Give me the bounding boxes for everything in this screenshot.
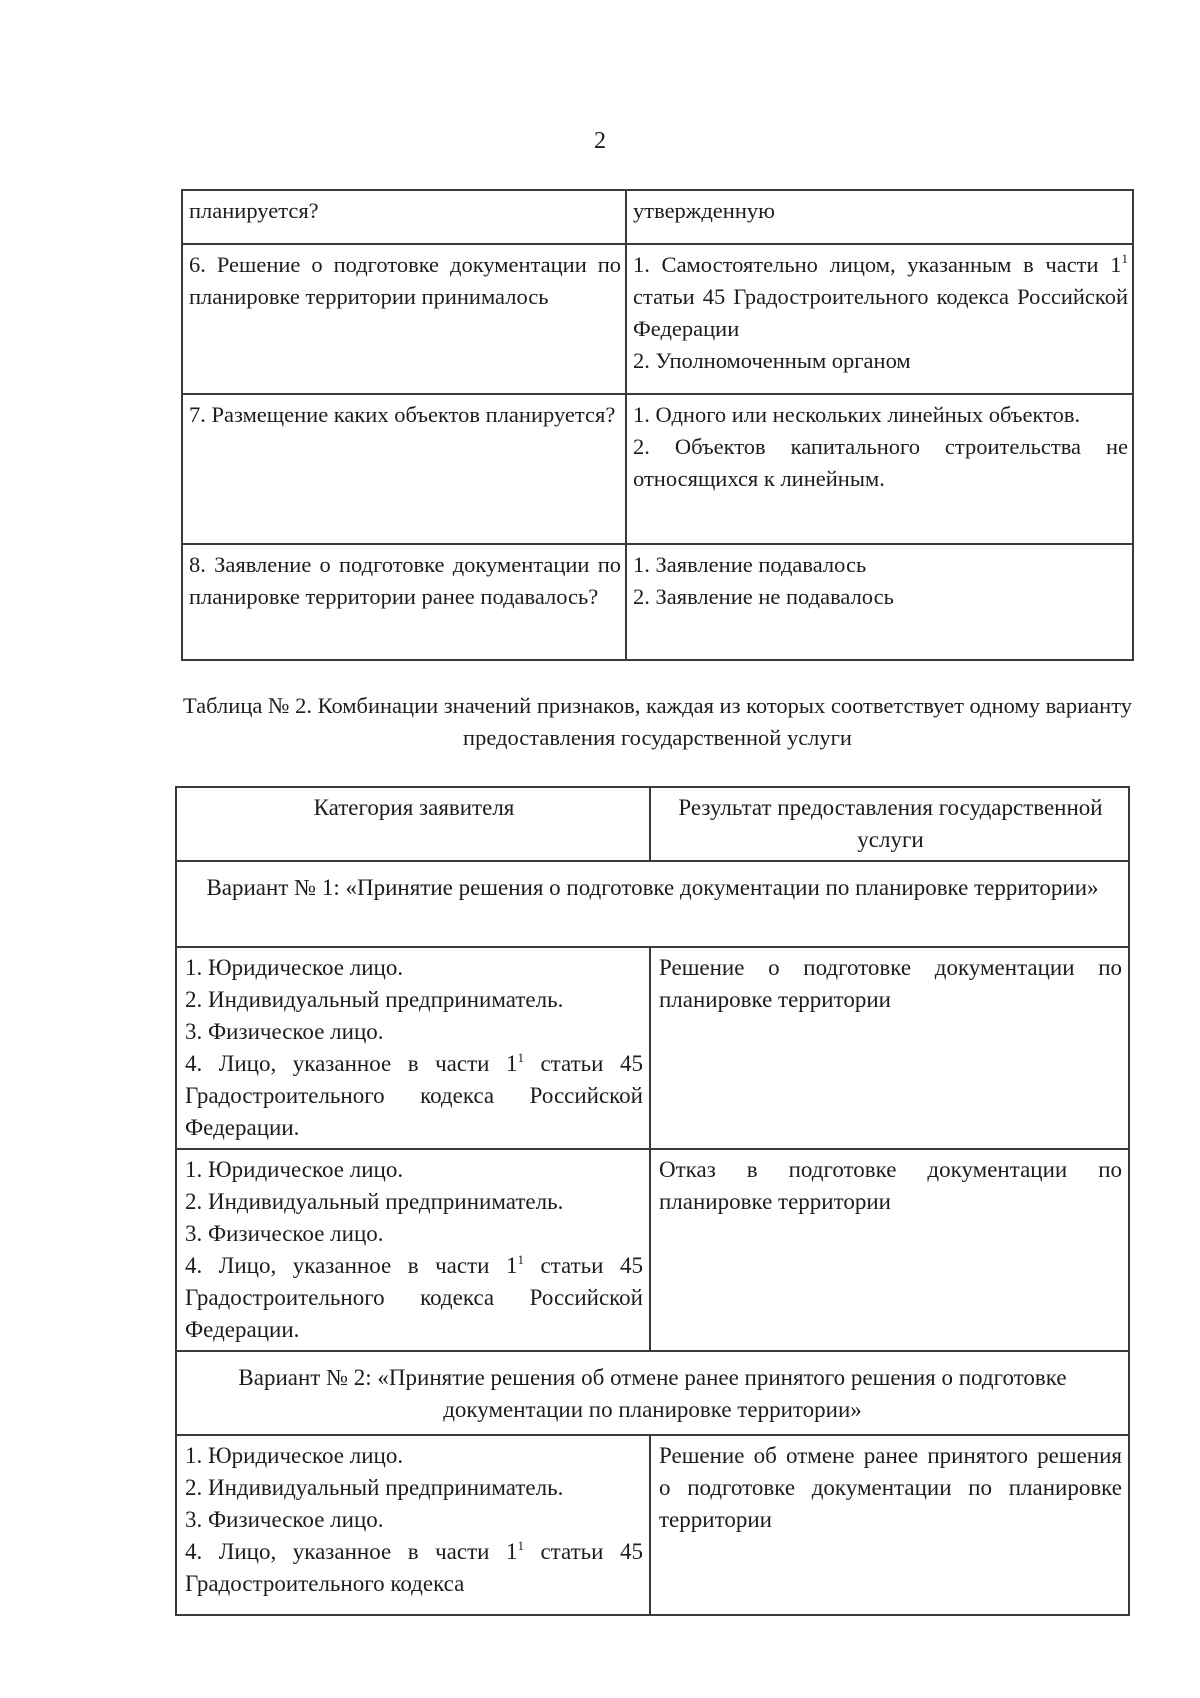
- answer-cell: [626, 190, 1133, 244]
- list-item: 4. Лицо, указанное в части $1^1$ статьи 45 Градостроительного кодекса Российской Федерации.: [185, 1050, 643, 1140]
- header-result: Результат предоставления государственной услуги: [650, 787, 1129, 861]
- table-row: [182, 190, 1133, 244]
- answer-item: 1. Одного или нескольких линейных объектов.: [633, 402, 1081, 427]
- applicant-category-cell: [176, 947, 650, 1149]
- answer-cell: [626, 394, 1133, 544]
- list-item: 2. Индивидуальный предприниматель.: [185, 1475, 564, 1500]
- answer-item: 1. Заявление подавалось: [633, 552, 867, 577]
- applicant-category-cell: [176, 1149, 650, 1351]
- criteria-table: [181, 189, 1134, 661]
- header-category: Категория заявителя: [176, 787, 650, 861]
- answer-item: 1. Самостоятельно лицом, указанным в части $1^1$ статьи 45 Градостроительного кодекса Российской Федерации: [633, 251, 1128, 341]
- page-number: 2: [594, 128, 606, 154]
- variant-2-title: Вариант № 2: «Принятие решения об отмене ранее принятого решения о подготовке документации по планировке территории»: [176, 1351, 1129, 1435]
- variant-row: [176, 1351, 1129, 1435]
- list-item: 2. Индивидуальный предприниматель.: [185, 987, 564, 1012]
- result-cell: Решение о подготовке документации по планировке территории: [650, 947, 1129, 1149]
- list-item: 2. Индивидуальный предприниматель.: [185, 1189, 564, 1214]
- list-item: 1. Юридическое лицо.: [185, 1157, 404, 1182]
- list-item: 3. Физическое лицо.: [185, 1507, 384, 1532]
- answer-cell: [626, 544, 1133, 660]
- question-cell: 7. Размещение каких объектов планируется?: [182, 394, 626, 544]
- answer-item: утвержденную: [633, 198, 775, 223]
- table-header-row: [176, 787, 1129, 861]
- table-row: [182, 544, 1133, 660]
- variant-1-title: Вариант № 1: «Принятие решения о подготовке документации по планировке территории»: [176, 861, 1129, 947]
- answer-item: 2. Объектов капитального строительства не относящихся к линейным.: [633, 434, 1128, 491]
- list-item: 1. Юридическое лицо.: [185, 1443, 404, 1468]
- result-cell: Решение об отмене ранее принятого решения о подготовке документации по планировке территории: [650, 1435, 1129, 1615]
- table-row: [176, 947, 1129, 1149]
- result-cell: Отказ в подготовке документации по планировке территории: [650, 1149, 1129, 1351]
- list-item: 3. Физическое лицо.: [185, 1221, 384, 1246]
- table-row: [176, 1435, 1129, 1615]
- table2-caption: Таблица № 2. Комбинации значений признаков, каждая из которых соответствует одному варианту предоставления государственной услуги: [183, 693, 1132, 750]
- question-cell: 8. Заявление о подготовке документации по планировке территории ранее подавалось?: [182, 544, 626, 660]
- answer-item: 2. Уполномоченным органом: [633, 348, 911, 373]
- applicant-category-cell: [176, 1435, 650, 1615]
- answer-cell: [626, 244, 1133, 394]
- list-item: 4. Лицо, указанное в части $1^1$ статьи 45 Градостроительного кодекса Российской Федерации.: [185, 1252, 643, 1342]
- question-cell: 6. Решение о подготовке документации по планировке территории принималось: [182, 244, 626, 394]
- variant-row: [176, 861, 1129, 947]
- list-item: 3. Физическое лицо.: [185, 1019, 384, 1044]
- answer-item: 2. Заявление не подавалось: [633, 584, 894, 609]
- table-row: [176, 1149, 1129, 1351]
- list-item: 4. Лицо, указанное в части $1^1$ статьи 45 Градостроительного кодекса: [185, 1538, 643, 1596]
- variants-table: [175, 786, 1130, 1616]
- question-cell: планируется?: [182, 190, 626, 244]
- table-row: [182, 244, 1133, 394]
- table-row: [182, 394, 1133, 544]
- list-item: 1. Юридическое лицо.: [185, 955, 404, 980]
